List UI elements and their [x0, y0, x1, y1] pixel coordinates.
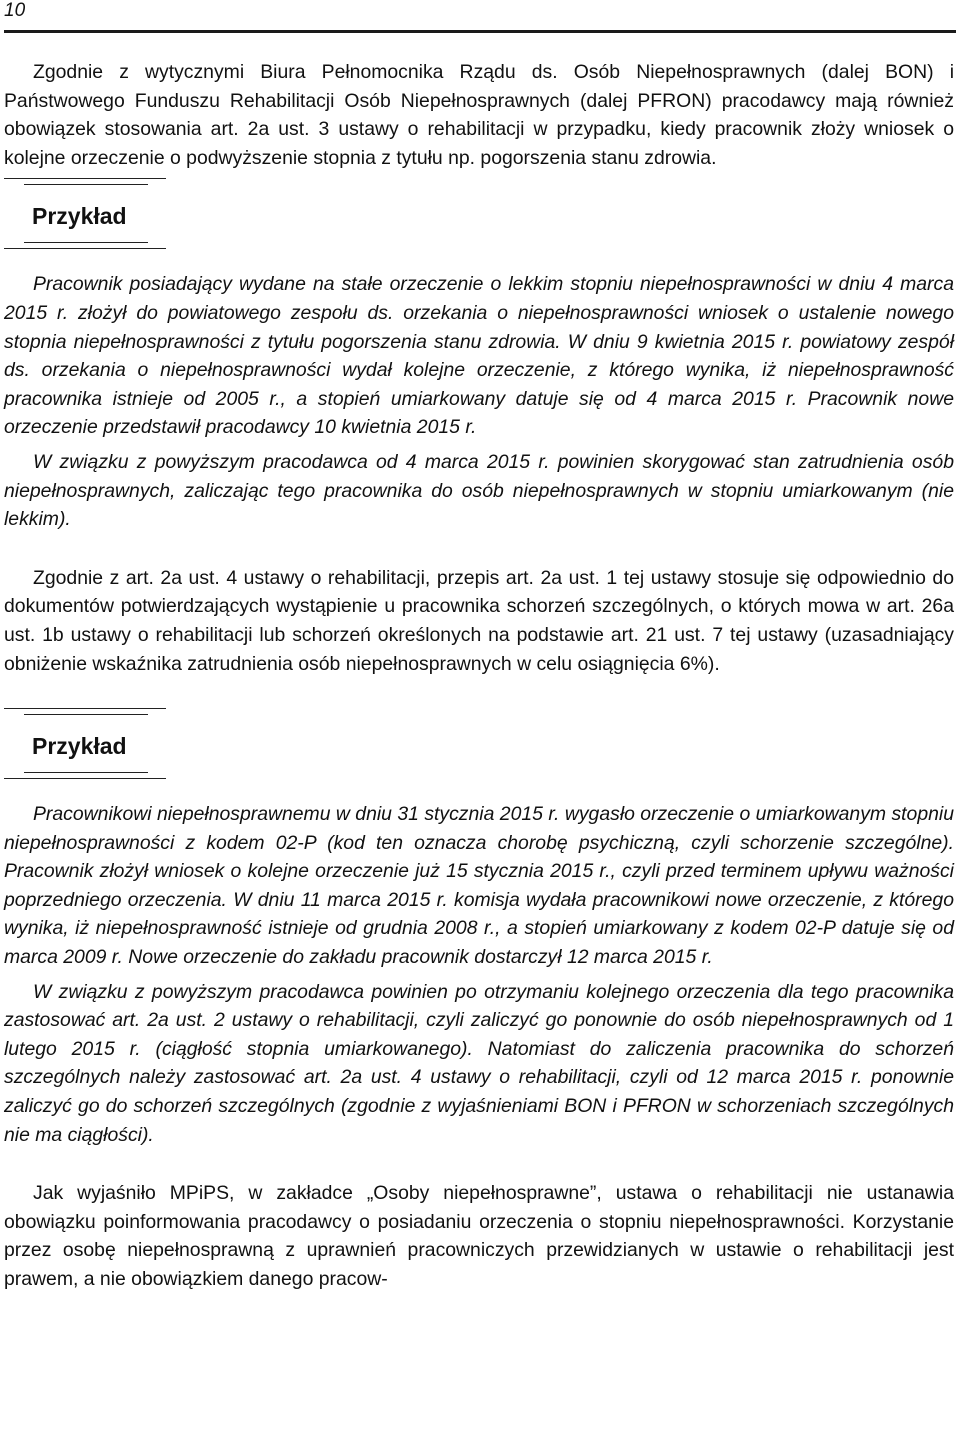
example-2-header: [4, 708, 954, 794]
example-rule: [24, 714, 148, 715]
page-number: 10: [4, 0, 26, 21]
page-body: [4, 58, 954, 1294]
example-rule: [4, 248, 166, 249]
example-rule: [4, 708, 166, 709]
example-rule: [24, 772, 148, 773]
intro-paragraph: Zgodnie z wytycznymi Biura Pełnomocnika Rządu ds. Osób Niepełnosprawnych (dalej BON) i Państwowego Funduszu Rehabilitacji Osób Niepełnosprawnych (dalej PFRON) pracodawcy mają również obowiązek stosowania art. 2a ust. 3 ustawy o rehabilitacji w przypadku, kiedy pracownik złoży wniosek o kolejne orzeczenie o podwyższenie stopnia z tytułu np. pogorszenia stanu zdrowia.: [4, 61, 954, 169]
body-paragraph: Jak wyjaśniło MPiPS, w zakładce „Osoby niepełnosprawne”, ustawa o rehabilitacji nie ustanawia obowiązku poinformowania pracodawcy o posiadaniu orzeczenia o stopniu niepełnosprawności. Korzystanie przez osobę niepełnosprawną z uprawnień pracowniczych przewidzianych w ustawie o rehabilitacji jest prawem, a nie obowiązkiem danego pracow-: [4, 1182, 954, 1290]
example-2-title: Przykład: [32, 733, 127, 760]
example-2-paragraph: W związku z powyższym pracodawca powinien po otrzymaniu kolejnego orzeczenia dla tego pracownika zastosować art. 2a ust. 2 ustawy o rehabilitacji, czyli zaliczyć go ponownie do osób niepełnosprawnych od 1 lutego 2015 r. (ciągłość stopnia umiarkowanego). Natomiast do zaliczenia pracownika do schorzeń szczególnych należy zastosować art. 2a ust. 4 ustawy o rehabilitacji, czyli od 12 marca 2015 r. ponownie zaliczyć go do schorzeń szczególnych (zgodnie z wyjaśnieniami BON i PFRON w schorzeniach szczególnych nie ma ciągłości).: [4, 980, 954, 1146]
body-paragraph: Zgodnie z art. 2a ust. 4 ustawy o rehabilitacji, przepis art. 2a ust. 1 tej ustawy stosuje się odpowiednio do dokumentów potwierdzających wystąpienie u pracownika schorzeń szczególnych, o których mowa w art. 26a ust. 1b ustawy o rehabilitacji lub schorzeń określonych na podstawie art. 21 ust. 7 tej ustawy (uzasadniający obniżenie wskaźnika zatrudnienia osób niepełnosprawnych w celu osiągnięcia 6%).: [4, 566, 954, 675]
example-1-paragraph: W związku z powyższym pracodawca od 4 marca 2015 r. powinien skorygować stan zatrudnienia osób niepełnosprawnych, zaliczając tego pracownika do osób niepełnosprawnych w stopniu umiarkowanym (nie lekkim).: [4, 450, 954, 531]
example-1-title: Przykład: [32, 203, 127, 230]
example-rule: [24, 242, 148, 243]
example-rule: [24, 184, 148, 185]
example-rule: [4, 178, 166, 179]
example-2-paragraph: Pracownikowi niepełnosprawnemu w dniu 31 stycznia 2015 r. wygasło orzeczenie o umiarkowanym stopniu niepełnosprawności z kodem 02-P (kod ten oznacza chorobę psychiczną, czyli schorzenie szczególne). Pracownik złożył wniosek o kolejne orzeczenie już 15 stycznia 2015 r., czyli przed terminem upływu ważności poprzedniego orzeczenia. W dniu 11 marca 2015 r. komisja wydała pracownikowi nowe orzeczenie, z którego wynika, iż niepełnosprawność istnieje od grudnia 2008 r., a stopień umiarkowany z kodem 02-P datuje się od marca 2009 r. Nowe orzeczenie do zakładu pracownik dostarczył 12 marca 2015 r.: [4, 803, 954, 969]
example-rule: [4, 778, 166, 779]
example-1-header: [4, 178, 954, 264]
example-1-paragraph: Pracownik posiadający wydane na stałe orzeczenie o lekkim stopniu niepełnosprawności w dniu 4 marca 2015 r. złożył do powiatowego zespołu ds. orzekania o niepełnosprawności wniosek o ustalenie nowego stopnia niepełnosprawności z tytułu pogorszenia stanu zdrowia. W dniu 9 kwietnia 2015 r. powiatowy zespół ds. orzekania o niepełnosprawności wydał kolejne orzeczenie, z którego wynika, iż niepełnosprawność pracownika istnieje od 2005 r., a stopień umiarkowany datuje się od 4 marca 2015 r. Pracownik nowe orzeczenie przedstawił pracodawcy 10 kwietnia 2015 r.: [4, 273, 954, 439]
header-rule: [4, 30, 956, 33]
